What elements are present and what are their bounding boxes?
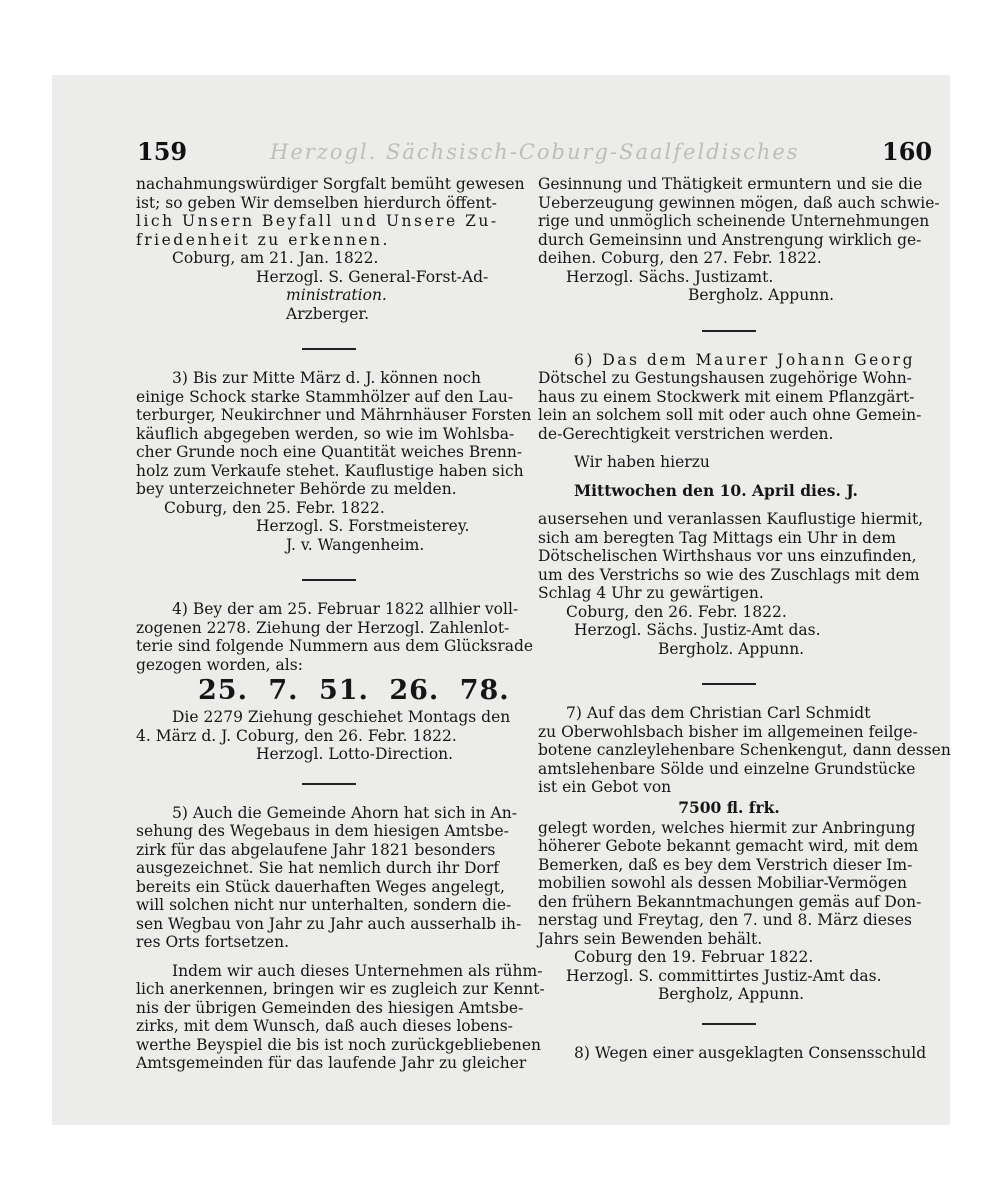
lottery-numbers: 25. 7. 51. 26. 78.: [198, 675, 510, 706]
text-line: will solchen nicht nur unterhalten, sondern die-: [136, 896, 512, 914]
left-column: [136, 175, 545, 1073]
text-line: haus zu einem Stockwerk mit einem Pflanzgärt-: [538, 387, 915, 406]
text-line: um des Verstrichs so wie des Zuschlags mit dem: [538, 565, 920, 584]
running-title-bleed-through: Herzogl. Sächsisch-Coburg-Saalfeldisches: [270, 140, 800, 164]
section-divider: [538, 674, 920, 694]
signature-line: Herzogl. S. Forstmeisterey.: [256, 517, 470, 535]
text-line: ist ein Gebot von: [538, 778, 672, 796]
notice-5-continued: [538, 175, 940, 305]
text-line: mobilien sowohl als dessen Mobiliar-Vermögen: [538, 874, 908, 892]
date-line: Coburg, am 21. Jan. 1822.: [172, 249, 379, 267]
section-divider: [136, 774, 521, 794]
date-line: Coburg, den 26. Febr. 1822.: [566, 602, 787, 621]
text-line: botene canzleylehenbare Schenkengut, dann dessen: [538, 741, 951, 759]
notice-5: [136, 803, 545, 1073]
text-line: einige Schock starke Stammhölzer auf den Lau-: [136, 387, 514, 406]
text-line: bey unterzeichneter Behörde zu melden.: [136, 480, 457, 498]
section-divider: [538, 1014, 920, 1034]
text-line: 7) Auf das dem Christian Carl Schmidt: [566, 704, 871, 722]
text-line: lich Unsern Beyfall und Unsere Zu-: [136, 212, 499, 230]
text-line: 6) Das dem Maurer Johann Georg: [574, 350, 915, 369]
text-line: zogenen 2278. Ziehung der Herzogl. Zahlenlot-: [136, 618, 510, 637]
text-line: de-Gerechtigkeit verstrichen werden.: [538, 424, 834, 443]
text-line: durch Gemeinsinn und Anstrengung wirklich ge-: [538, 230, 922, 249]
text-line: zu Oberwohlsbach bisher im allgemeinen feilge-: [538, 722, 918, 741]
text-line: ausgezeichnet. Sie hat nemlich durch ihr Dorf: [136, 859, 499, 877]
notice-4: [136, 600, 534, 764]
signature-line: Herzogl. S. General-Forst-Ad-: [256, 267, 489, 286]
text-line: zirks, mit dem Wunsch, daß auch dieses lobens-: [136, 1017, 513, 1035]
signatory-name: Arzberger.: [286, 304, 370, 323]
right-column: [538, 175, 951, 1062]
text-line: terie sind folgende Nummern aus dem Glücksrade: [136, 637, 534, 655]
text-line: deihen. Coburg, den 27. Febr. 1822.: [538, 249, 822, 267]
signature-line: Herzogl. Lotto-Direction.: [256, 745, 454, 763]
text-line: lein an solchem soll mit oder auch ohne Gemein-: [538, 406, 922, 424]
auction-date: Mittwochen den 10. April dies. J.: [574, 480, 858, 500]
text-line: Dötschelischen Wirthshaus vor uns einzufinden,: [538, 547, 917, 565]
text-line: cher Grunde noch eine Quantität weiches Brenn-: [136, 443, 523, 461]
page-number-right: 160: [882, 137, 933, 166]
signatory-name: Bergholz. Appunn.: [658, 639, 805, 658]
page-number-left: 159: [137, 137, 188, 166]
text-line: nis der übrigen Gemeinden des hiesigen Amtsbe-: [136, 998, 524, 1017]
notice-3: [136, 369, 532, 554]
signature-line: ministration.: [286, 286, 387, 304]
signature-line: Herzogl. S. committirtes Justiz-Amt das.: [566, 966, 882, 985]
text-line: Ueberzeugung gewinnen mögen, daß auch schwie-: [538, 193, 940, 212]
notice-6: [538, 350, 924, 659]
text-line: lich anerkennen, bringen wir es zugleich zur Kennt-: [136, 980, 545, 998]
signature-line: Herzogl. Sächs. Justiz-Amt das.: [574, 621, 821, 639]
text-line: friedenheit zu erkennen.: [136, 230, 390, 249]
text-line: terburger, Neukirchner und Mährnhäuser Forsten: [136, 406, 532, 424]
text-line: Gesinnung und Thätigkeit ermuntern und sie die: [538, 175, 923, 193]
text-line: Amtsgemeinden für das laufende Jahr zu gleicher: [136, 1054, 527, 1072]
text-line: gezogen worden, als:: [136, 655, 303, 674]
notice-continued: [136, 175, 525, 323]
text-line: bereits ein Stück dauerhaften Weges angelegt,: [136, 877, 505, 896]
signatory-name: J. v. Wangenheim.: [286, 535, 425, 554]
text-line: käuflich abgegeben werden, so wie im Wohlsba-: [136, 424, 515, 443]
text-line: Bemerken, daß es bey dem Verstrich dieser Im-: [538, 855, 913, 874]
date-line: Coburg, den 25. Febr. 1822.: [164, 498, 385, 517]
text-line: Schlag 4 Uhr zu gewärtigen.: [538, 584, 764, 602]
text-line: 4. März d. J. Coburg, den 26. Febr. 1822.: [136, 726, 457, 745]
text-line: werthe Beyspiel die bis ist noch zurückgebliebenen: [136, 1035, 542, 1054]
text-line: ist; so geben Wir demselben hierdurch öffent-: [136, 193, 497, 212]
text-line: sehung des Wegebaus in dem hiesigen Amtsbe-: [136, 822, 509, 840]
text-line: zirk für das abgelaufene Jahr 1821 besonders: [136, 840, 496, 859]
section-divider: [136, 570, 521, 590]
text-line: holz zum Verkaufe stehet. Kauflustige haben sich: [136, 461, 524, 480]
date-line: Coburg den 19. Februar 1822.: [574, 948, 814, 966]
section-divider: [538, 321, 920, 341]
text-line: sich am beregten Tag Mittags ein Uhr in dem: [538, 528, 896, 547]
text-line: amtslehenbare Sölde und einzelne Grundstücke: [538, 759, 916, 778]
section-divider: [136, 339, 521, 359]
bid-amount: 7500 fl. frk.: [678, 797, 780, 817]
text-line: Jahrs sein Bewenden behält.: [538, 929, 763, 948]
signatory-name: Bergholz, Appunn.: [658, 985, 805, 1003]
text-line: ausersehen und veranlassen Kauflustige hiermit,: [538, 510, 924, 528]
text-line: rige und unmöglich scheinende Unternehmungen: [538, 212, 930, 230]
text-line: nachahmungswürdiger Sorgfalt bemüht gewesen: [136, 175, 525, 193]
notice-8-heading: 8) Wegen einer ausgeklagten Consensschuld: [574, 1043, 927, 1062]
text-line: sen Wegbau von Jahr zu Jahr auch ausserhalb ih-: [136, 914, 522, 933]
notice-7: [538, 704, 951, 1004]
text-line: 4) Bey der am 25. Februar 1822 allhier voll-: [172, 600, 519, 618]
text-line: Die 2279 Ziehung geschiehet Montags den: [172, 708, 511, 726]
text-line: Indem wir auch dieses Unternehmen als rühm-: [172, 961, 543, 980]
text-line: höherer Gebote bekannt gemacht wird, mit dem: [538, 837, 919, 855]
text-line: 3) Bis zur Mitte März d. J. können noch: [172, 369, 481, 387]
signature-line: Herzogl. Sächs. Justizamt.: [566, 267, 774, 286]
text-line: gelegt worden, welches hiermit zur Anbringung: [538, 818, 916, 837]
text-line: Wir haben hierzu: [574, 453, 710, 471]
signatory-name: Bergholz. Appunn.: [688, 286, 835, 304]
text-line: 5) Auch die Gemeinde Ahorn hat sich in An-: [172, 803, 517, 822]
text-line: Dötschel zu Gestungshausen zugehörige Wohn-: [538, 369, 912, 387]
text-line: den frühern Bekanntmachungen gemäs auf Don-: [538, 892, 922, 911]
text-line: res Orts fortsetzen.: [136, 933, 290, 951]
text-line: nerstag und Freytag, den 7. und 8. März dieses: [538, 911, 912, 929]
